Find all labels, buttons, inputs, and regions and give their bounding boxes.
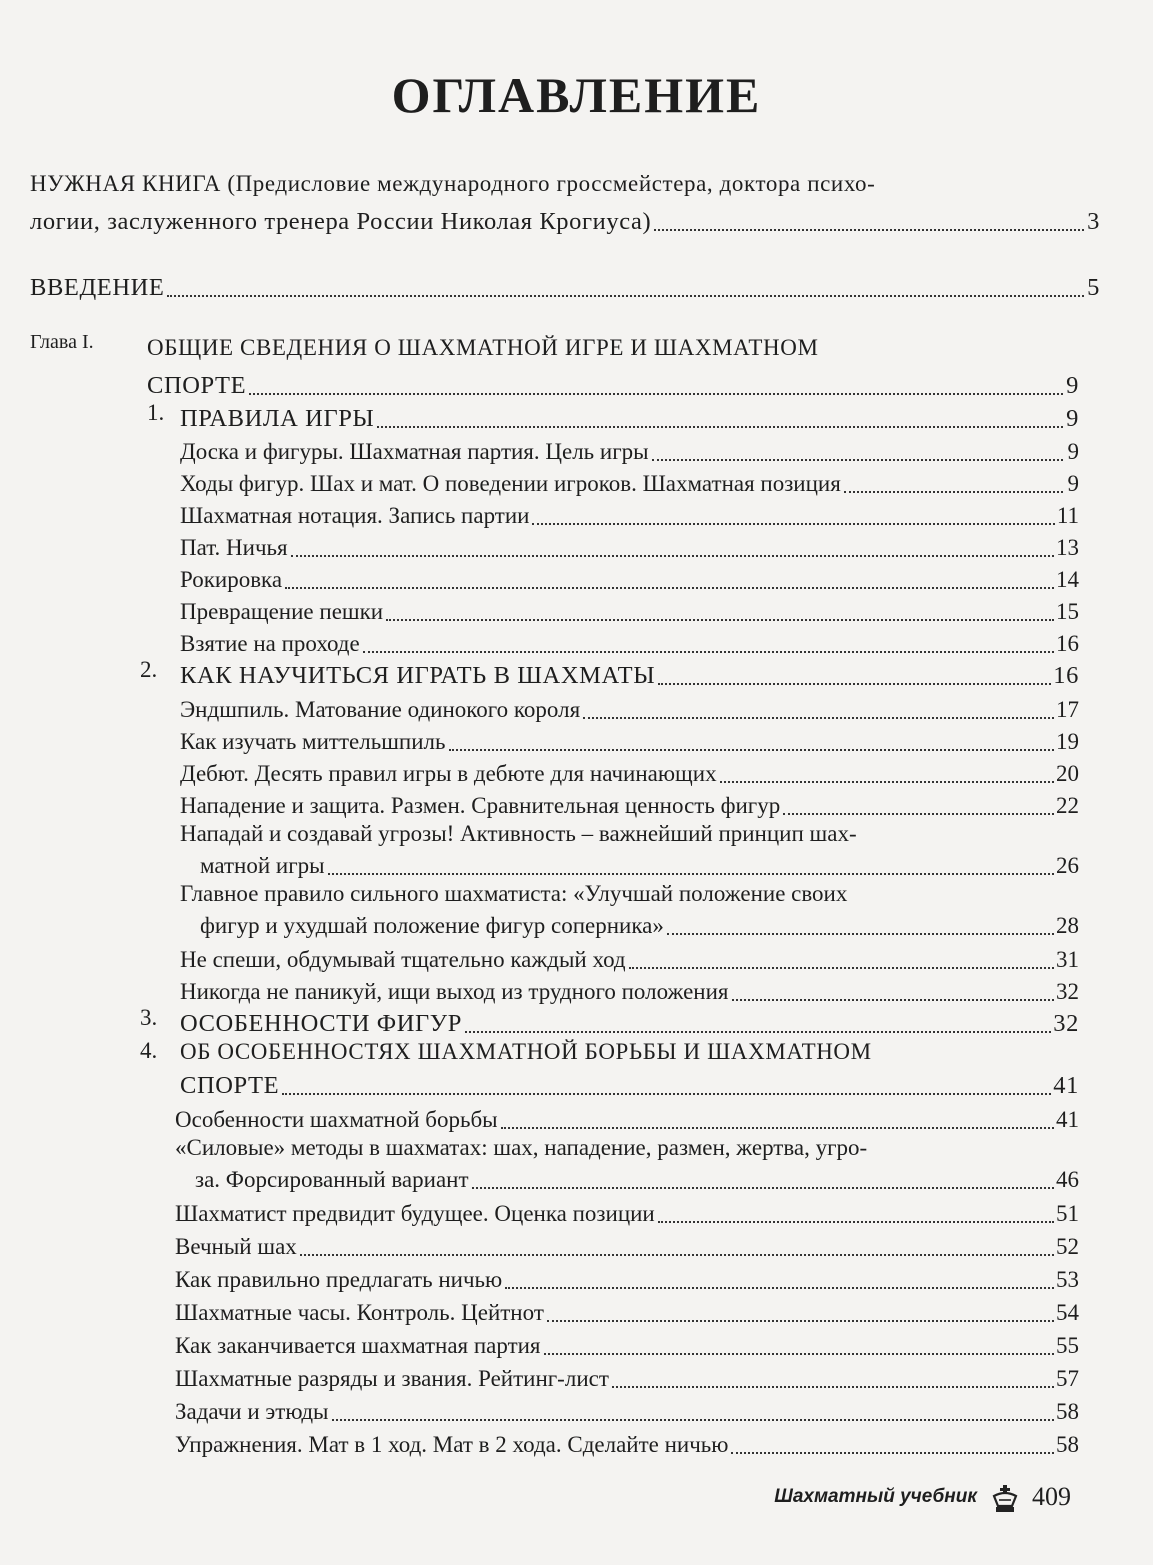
toc-page-number: 28 <box>1056 913 1079 938</box>
toc-entry[interactable] <box>175 1390 1079 1426</box>
leader-dots <box>658 1220 1054 1223</box>
toc-entry[interactable] <box>175 1324 1079 1360</box>
toc-page-number: 9 <box>1066 372 1079 399</box>
leader-dots <box>328 872 1054 875</box>
toc-page-number: 22 <box>1056 793 1079 818</box>
leader-dots <box>652 458 1063 461</box>
toc-entry-intro[interactable] <box>30 266 1100 302</box>
toc-entry-text: Взятие на проходе <box>180 631 360 656</box>
toc-entry[interactable] <box>180 688 1079 724</box>
leader-dots <box>583 716 1054 719</box>
toc-page-number: 46 <box>1056 1167 1079 1192</box>
toc-entry-text: логии, заслуженного тренера России Николая Крогиуса) <box>30 208 652 235</box>
toc-entry[interactable] <box>195 1158 1079 1194</box>
toc-entry-line1: «Силовые» методы в шахматах: шах, нападение, размен, жертва, угро- <box>175 1135 868 1160</box>
toc-page-number: 3 <box>1087 208 1100 235</box>
toc-page-number: 41 <box>1056 1107 1079 1132</box>
toc-entry-text: Вечный шах <box>175 1234 297 1259</box>
page-number: 409 <box>1032 1482 1071 1511</box>
toc-entry[interactable] <box>180 462 1079 498</box>
toc-page-number: 54 <box>1056 1300 1079 1325</box>
toc-page-number: 5 <box>1087 274 1100 301</box>
toc-entry-text: Доска и фигуры. Шахматная партия. Цель игры <box>180 439 649 464</box>
leader-dots <box>291 554 1054 557</box>
toc-page-number: 19 <box>1056 729 1079 754</box>
toc-section-4[interactable] <box>180 1064 1079 1100</box>
leader-dots <box>658 682 1051 685</box>
leader-dots <box>654 228 1084 231</box>
toc-entry-text: фигур и ухудшай положение фигур соперника» <box>200 913 664 938</box>
leader-dots <box>667 932 1054 935</box>
toc-entry-text: Как заканчивается шахматная партия <box>175 1333 541 1358</box>
toc-page-number: 20 <box>1056 761 1079 786</box>
toc-entry-text: Упражнения. Мат в 1 ход. Мат в 2 хода. Сделайте ничью <box>175 1432 729 1457</box>
leader-dots <box>501 1126 1054 1129</box>
toc-entry[interactable] <box>180 970 1079 1006</box>
toc-page-number: 9 <box>1067 439 1079 464</box>
toc-entry[interactable] <box>175 1357 1079 1393</box>
toc-entry-text: матной игры <box>200 853 325 878</box>
chess-king-icon <box>990 1484 1020 1514</box>
toc-section-1[interactable] <box>180 397 1079 433</box>
leader-dots <box>544 1352 1054 1355</box>
toc-entry-text: Шахматные часы. Контроль. Цейтнот <box>175 1300 544 1325</box>
leader-dots <box>532 522 1054 525</box>
leader-dots <box>844 490 1063 493</box>
toc-entry-text: ПРАВИЛА ИГРЫ <box>180 405 375 432</box>
leader-dots <box>612 1385 1054 1388</box>
leader-dots <box>472 1186 1054 1189</box>
toc-entry-text: Шахматист предвидит будущее. Оценка позиции <box>175 1201 655 1226</box>
toc-page-number: 31 <box>1056 947 1079 972</box>
toc-section-2[interactable] <box>180 654 1079 690</box>
page-title: ОГЛАВЛЕНИЕ <box>391 67 762 123</box>
leader-dots <box>465 1030 1051 1033</box>
toc-page-number: 15 <box>1056 599 1079 624</box>
leader-dots <box>363 650 1054 653</box>
toc-entry[interactable] <box>200 904 1079 940</box>
toc-entry-text: Пат. Ничья <box>180 535 288 560</box>
footer-book-title: Шахматный учебник <box>774 1486 977 1507</box>
leader-dots <box>629 966 1054 969</box>
toc-entry[interactable] <box>180 720 1079 756</box>
toc-entry-text: Нападение и защита. Размен. Сравнительная ценность фигур <box>180 793 781 818</box>
section-number: 4. <box>140 1038 158 1063</box>
toc-entry-text: Шахматные разряды и звания. Рейтинг-лист <box>175 1366 609 1391</box>
toc-entry-chapter1[interactable] <box>147 364 1079 400</box>
toc-entry[interactable] <box>175 1192 1079 1228</box>
toc-entry-text: Дебют. Десять правил игры в дебюте для начинающих <box>180 761 717 786</box>
chapter-label: Глава I. <box>30 331 94 353</box>
toc-page-number: 52 <box>1056 1234 1079 1259</box>
toc-page-number: 13 <box>1056 535 1079 560</box>
toc-entry-text: Эндшпиль. Матование одинокого короля <box>180 697 581 722</box>
toc-page-number: 53 <box>1056 1267 1079 1292</box>
toc-entry-line1: Главное правило сильного шахматиста: «Улучшай положение своих <box>180 881 848 906</box>
leader-dots <box>732 998 1055 1001</box>
toc-entry-text: ВВЕДЕНИЕ <box>30 274 165 301</box>
toc-page-number: 9 <box>1066 405 1079 432</box>
leader-dots <box>547 1319 1054 1322</box>
toc-entry-text: Как изучать миттельшпиль <box>180 729 446 754</box>
toc-entry-text: Превращение пешки <box>180 599 384 624</box>
toc-page-number: 16 <box>1056 631 1079 656</box>
toc-entry[interactable] <box>180 784 1079 820</box>
leader-dots <box>249 392 1063 395</box>
toc-entry[interactable] <box>175 1423 1079 1459</box>
toc-page-number: 16 <box>1053 662 1079 689</box>
toc-entry-text: Шахматная нотация. Запись партии <box>180 503 530 528</box>
toc-entry[interactable] <box>180 938 1079 974</box>
toc-entry-text: Задачи и этюды <box>175 1399 329 1424</box>
toc-preface-line1: НУЖНАЯ КНИГА (Предисловие международного гроссмейстера, доктора психо- <box>30 171 876 196</box>
toc-page-number: 17 <box>1056 697 1079 722</box>
toc-entry-text: Как правильно предлагать ничью <box>175 1267 503 1292</box>
toc-page-number: 41 <box>1053 1072 1079 1099</box>
toc-entry[interactable] <box>180 622 1079 658</box>
toc-entry[interactable] <box>200 844 1079 880</box>
toc-entry-line1: Нападай и создавай угрозы! Активность – важнейший принцип шах- <box>180 821 857 846</box>
leader-dots <box>300 1253 1054 1256</box>
toc-entry-text: КАК НАУЧИТЬСЯ ИГРАТЬ В ШАХМАТЫ <box>180 662 656 689</box>
toc-entry-preface[interactable] <box>30 200 1100 236</box>
leader-dots <box>449 748 1055 751</box>
toc-entry[interactable] <box>180 494 1079 530</box>
toc-page-number: 32 <box>1056 979 1079 1004</box>
leader-dots <box>377 425 1063 428</box>
toc-entry-text: Рокировка <box>180 567 283 592</box>
leader-dots <box>285 586 1054 589</box>
toc-entry-text: Никогда не паникуй, ищи выход из трудного положения <box>180 979 729 1004</box>
toc-entry[interactable] <box>175 1291 1079 1327</box>
section-number: 1. <box>147 400 165 425</box>
toc-entry[interactable] <box>180 558 1079 594</box>
toc-entry[interactable] <box>175 1258 1079 1294</box>
toc-entry[interactable] <box>175 1225 1079 1261</box>
toc-entry-text: ОСОБЕННОСТИ ФИГУР <box>180 1010 462 1037</box>
toc-entry-text: СПОРТЕ <box>147 372 247 399</box>
section-number: 3. <box>140 1005 158 1030</box>
toc-page-number: 32 <box>1053 1010 1079 1037</box>
leader-dots <box>332 1418 1055 1421</box>
toc-page-number: 58 <box>1056 1399 1079 1424</box>
leader-dots <box>505 1286 1054 1289</box>
toc-page-number: 26 <box>1056 853 1079 878</box>
toc-entry-text: Не спеши, обдумывай тщательно каждый ход <box>180 947 626 972</box>
leader-dots <box>386 618 1054 621</box>
leader-dots <box>783 812 1054 815</box>
toc-entry-text: Особенности шахматной борьбы <box>175 1107 498 1132</box>
toc-section-3[interactable] <box>180 1002 1079 1038</box>
toc-entry[interactable] <box>180 590 1079 626</box>
toc-entry[interactable] <box>180 526 1079 562</box>
toc-page-number: 57 <box>1056 1366 1079 1391</box>
toc-page-number: 58 <box>1056 1432 1079 1457</box>
toc-page-number: 55 <box>1056 1333 1079 1358</box>
toc-entry[interactable] <box>180 752 1079 788</box>
toc-page-number: 14 <box>1056 567 1079 592</box>
leader-dots <box>167 294 1084 297</box>
toc-page-number: 11 <box>1056 503 1079 528</box>
section-number: 2. <box>140 657 158 682</box>
leader-dots <box>720 780 1054 783</box>
toc-entry-text: Ходы фигур. Шах и мат. О поведении игроков. Шахматная позиция <box>180 471 841 496</box>
toc-page-number: 51 <box>1056 1201 1079 1226</box>
toc-entry-text: за. Форсированный вариант <box>195 1167 469 1192</box>
toc-entry[interactable] <box>180 430 1079 466</box>
toc-page-number: 9 <box>1067 471 1079 496</box>
leader-dots <box>731 1451 1054 1454</box>
leader-dots <box>282 1092 1051 1095</box>
section-title-line1: ОБ ОСОБЕННОСТЯХ ШАХМАТНОЙ БОРЬБЫ И ШАХМАТНОМ <box>180 1039 872 1064</box>
toc-entry[interactable] <box>175 1098 1079 1134</box>
toc-entry-text: СПОРТЕ <box>180 1072 280 1099</box>
chapter-title-line1: ОБЩИЕ СВЕДЕНИЯ О ШАХМАТНОЙ ИГРЕ И ШАХМАТНОМ <box>147 335 819 360</box>
